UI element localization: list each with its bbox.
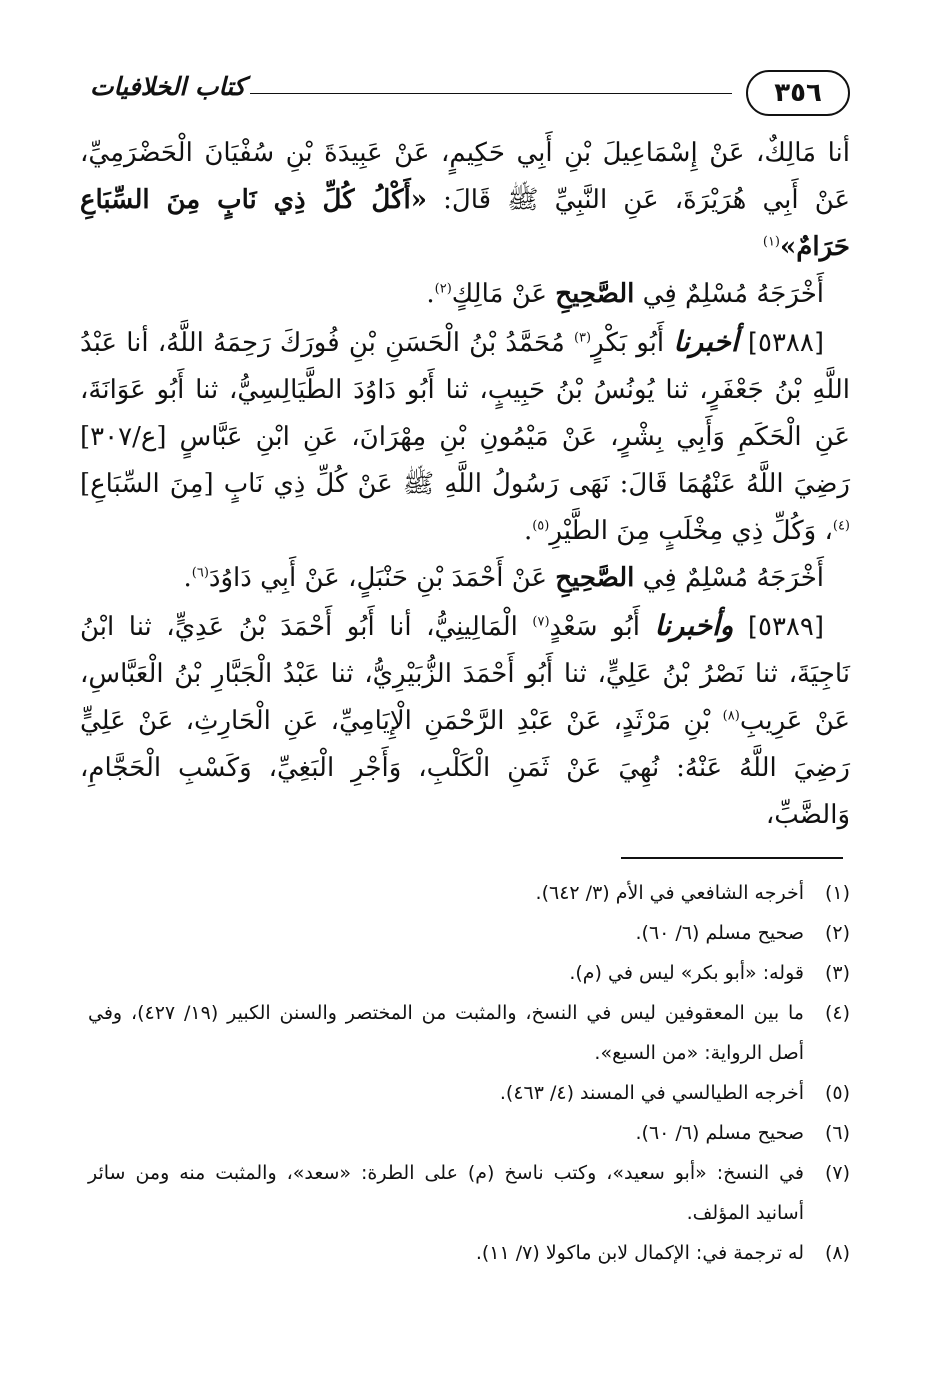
footnote-text: أخرجه الطيالسي في المسند (٤/ ٤٦٣). bbox=[499, 1082, 804, 1104]
footnote-ref: (٢) bbox=[434, 281, 452, 297]
footnote-ref: (٦) bbox=[191, 565, 209, 581]
footnote-ref: (١) bbox=[762, 234, 780, 250]
takhrij-text: عَنْ أَحْمَدَ بْنِ حَنْبَلٍ، عَنْ أَبِي دَاوُدَ bbox=[208, 563, 556, 593]
footnote bbox=[88, 1153, 850, 1233]
footnote-number: (٤) bbox=[824, 1002, 850, 1024]
book-title: كتاب الخلافيات bbox=[90, 72, 246, 101]
footnote-number: (٦) bbox=[824, 1122, 850, 1144]
footnote bbox=[88, 953, 850, 993]
footnote-separator bbox=[621, 857, 843, 859]
takhrij-paragraph bbox=[80, 271, 850, 318]
isnad-text: بْنِ مَرْثَدٍ، عَنْ عَبْدِ الرَّحْمَنِ الْإِيَامِيِّ، عَنِ الْحَارِثِ، عَنْ عَلِيٍّ رَضِيَ اللَّهُ عَنْهُ: نُهِيَ عَنْ ثَمَنِ الْكَلْبِ، وَأَجْرِ الْبَغِيِّ، وَكَسْبِ الْحَجَّامِ، وَالضَّبِّ، bbox=[80, 706, 850, 830]
punctuation: . bbox=[426, 279, 435, 309]
footnote-number: (٣) bbox=[824, 962, 850, 984]
punctuation: . bbox=[523, 516, 533, 546]
footnote-text: في النسخ: «أبو سعيد»، وكتب ناسخ (م) على الطرة: «سعد»، والمثبت منه ومن سائر أسانيد المؤلف. bbox=[88, 1162, 804, 1224]
footnotes bbox=[88, 873, 850, 1273]
footnote bbox=[88, 913, 850, 953]
paragraph-continuation bbox=[80, 130, 850, 271]
takhrij-text: عَنْ مَالِكٍ bbox=[451, 279, 556, 309]
page-number: ٣٥٦ bbox=[746, 70, 850, 116]
isnad-text: أَبُو سَعْدٍ bbox=[549, 612, 655, 642]
hadith-number: [٥٣٨٩] bbox=[747, 612, 825, 642]
takhrij-text: أَخْرَجَهُ مُسْلِمٌ فِي bbox=[634, 279, 824, 309]
takhrij-paragraph bbox=[80, 555, 850, 602]
footnote-text: ما بين المعقوفين ليس في النسخ، والمثبت من المختصر والسنن الكبير (١٩/ ٤٢٧)، وفي أصل الرواية: «من السبع». bbox=[88, 1002, 804, 1064]
hadith-matn: «أَكْلُ كُلِّ ذِي نَابٍ مِنَ السِّبَاعِ حَرَامٌ» bbox=[80, 185, 850, 262]
footnote-ref: (٨) bbox=[722, 708, 740, 724]
footnote-text: أخرجه الشافعي في الأم (٣/ ٦٤٢). bbox=[535, 882, 804, 904]
footnote-ref: (٥) bbox=[532, 518, 550, 534]
main-text bbox=[80, 130, 850, 839]
footnote-number: (٧) bbox=[824, 1162, 850, 1184]
akhbarana-word: وأخبرنا bbox=[654, 609, 734, 642]
hadith-5388 bbox=[80, 318, 850, 555]
footnote bbox=[88, 1233, 850, 1273]
footnote-number: (١) bbox=[824, 882, 850, 904]
footnote-ref: (٤) bbox=[832, 518, 850, 534]
hadith-number: [٥٣٨٨] bbox=[747, 328, 824, 358]
isnad-text: ، وَكُلِّ ذِي مِخْلَبٍ مِنَ الطَّيْرِ bbox=[549, 516, 833, 546]
akhbarana-word: أخبرنا bbox=[673, 325, 739, 358]
footnote-ref: (٣) bbox=[573, 330, 592, 346]
footnote bbox=[88, 993, 850, 1073]
punctuation: . bbox=[183, 563, 192, 593]
book-name: الصَّحِيحِ bbox=[555, 279, 635, 309]
footnote bbox=[88, 873, 850, 913]
footnote-number: (٥) bbox=[824, 1082, 850, 1104]
footnote-number: (٢) bbox=[824, 922, 850, 944]
footnote-text: قوله: «أبو بكر» ليس في (م). bbox=[569, 962, 804, 984]
footnote bbox=[88, 1113, 850, 1153]
isnad-text: مُحَمَّدُ بْنُ الْحَسَنِ بْنِ فُورَكَ رَحِمَهُ اللَّهُ، أنا عَبْدُ اللَّهِ بْنُ جَعْفَرٍ، ثنا يُونُسُ بْنُ حَبِيبٍ، ثنا أَبُو دَاوُدَ الطَّيَالِسِيُّ، ثنا أَبُو عَوَانَةَ، عَنِ الْحَكَمِ وَأَبِي بِشْرٍ، عَنْ مَيْمُونِ بْنِ مِهْرَانَ، عَنِ ابْنِ عَبَّاسٍ [ع/٣٠٧] رَضِيَ اللَّهُ عَنْهُمَا قَالَ: نَهَى رَسُولُ اللَّهِ ﷺ عَنْ كُلِّ ذِي نَابٍ [مِنَ السِّبَاعِ] bbox=[80, 328, 850, 499]
footnote-text: صحيح مسلم (٦/ ٦٠). bbox=[635, 922, 804, 944]
hadith-5389 bbox=[80, 602, 850, 839]
footnote-ref: (٧) bbox=[532, 614, 550, 630]
isnad-text: أَبُو بَكْرٍ bbox=[591, 328, 674, 358]
header-rule bbox=[250, 93, 732, 94]
footnote-text: له ترجمة في: الإكمال لابن ماكولا (٧/ ١١). bbox=[475, 1242, 804, 1264]
book-name: الصَّحِيحِ bbox=[555, 563, 635, 593]
footnote bbox=[88, 1073, 850, 1113]
page-header bbox=[90, 60, 850, 124]
isnad-text: أنا مَالِكٌ، عَنْ إِسْمَاعِيلَ بْنِ أَبِي حَكِيمٍ، عَنْ عَبِيدَةَ بْنِ سُفْيَانَ الْحَضْرَمِيِّ، عَنْ أَبِي هُرَيْرَةَ، عَنِ النَّبِيِّ ﷺ قَالَ: bbox=[80, 138, 850, 215]
takhrij-text: أَخْرَجَهُ مُسْلِمٌ فِي bbox=[634, 563, 824, 593]
footnote-text: صحيح مسلم (٦/ ٦٠). bbox=[635, 1122, 804, 1144]
isnad-text: الْمَالِينِيُّ، أنا أَبُو أَحْمَدَ بْنُ عَدِيٍّ، ثنا ابْنُ نَاجِيَةَ، ثنا نَصْرُ بْنُ عَلِيٍّ، ثنا أَبُو أَحْمَدَ الزُّبَيْرِيُّ، ثنا عَبْدُ الْجَبَّارِ بْنُ الْعَبَّاسِ، عَنْ عَرِيبِ bbox=[80, 612, 850, 736]
footnote-number: (٨) bbox=[824, 1242, 850, 1264]
